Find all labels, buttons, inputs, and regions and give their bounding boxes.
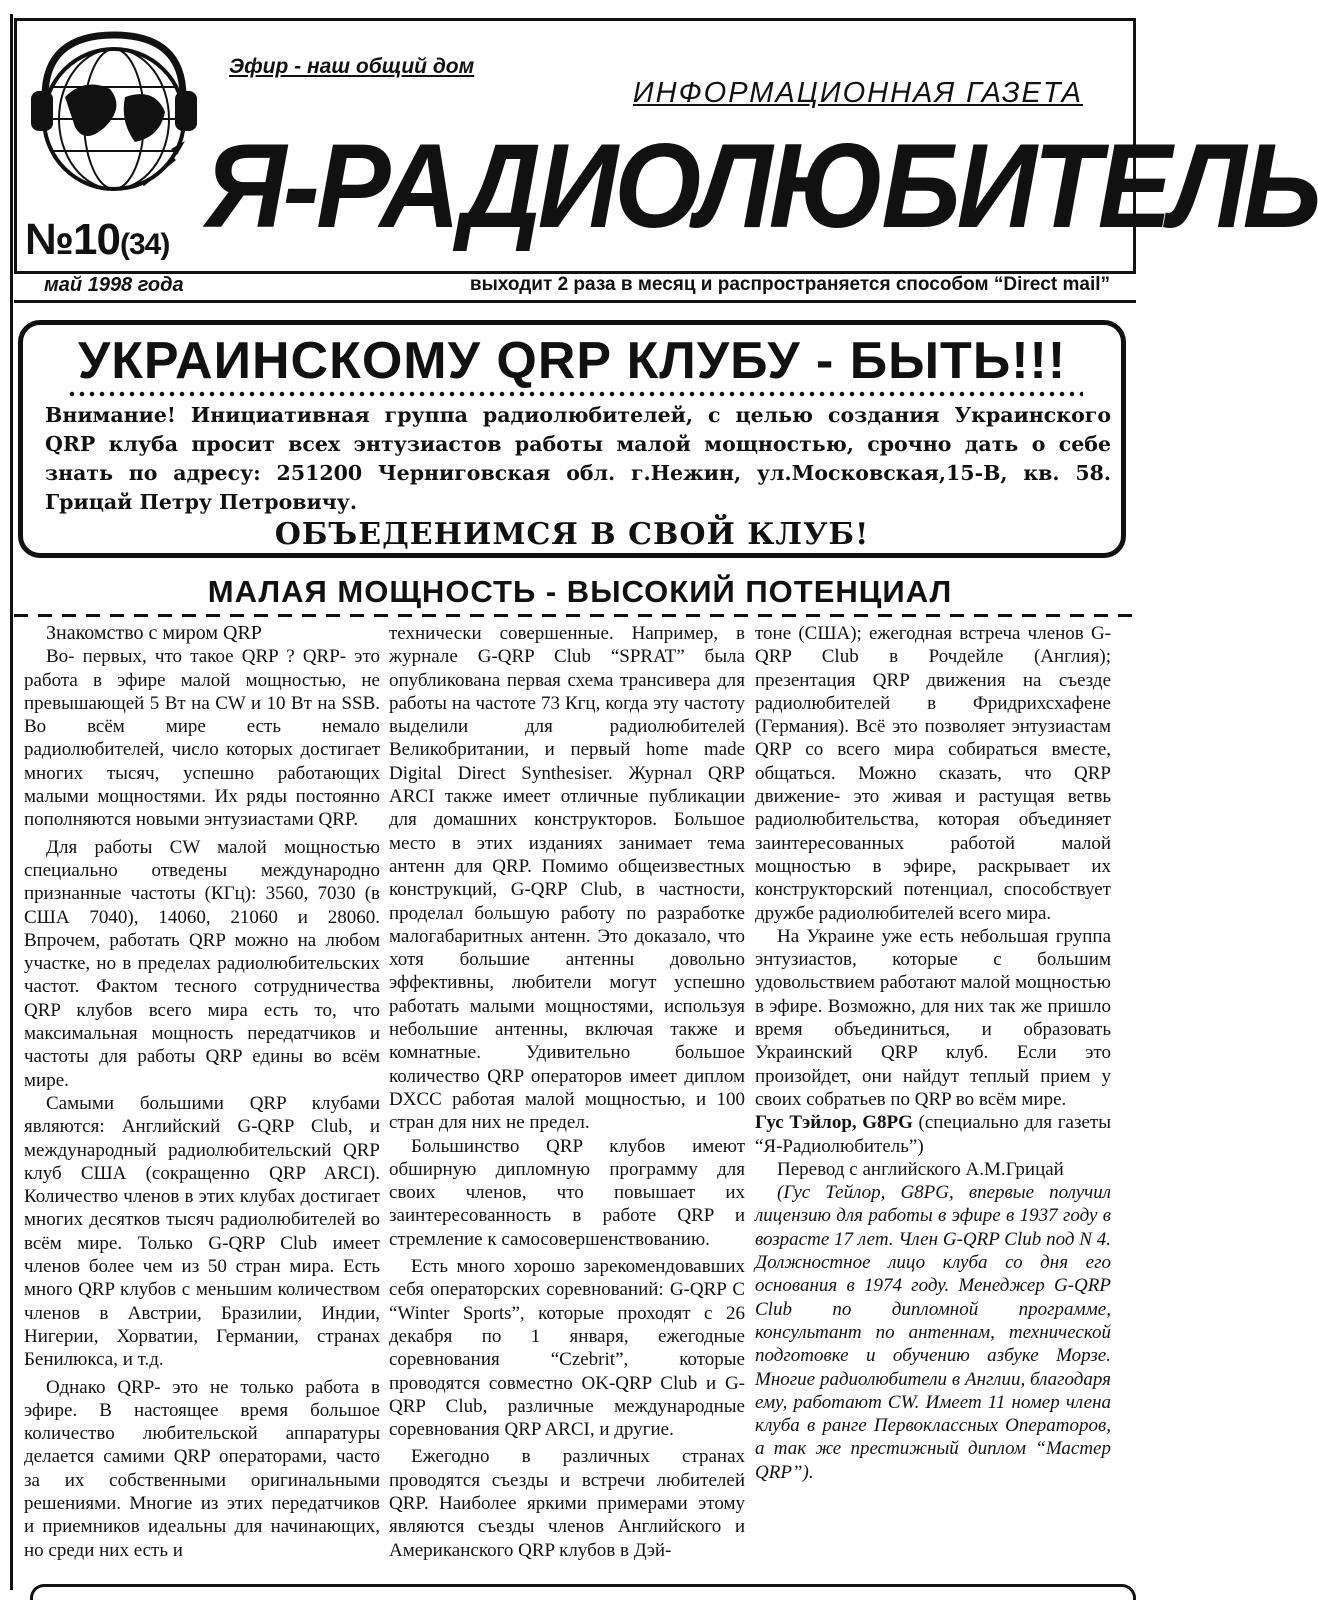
paragraph: Есть много хорошо зарекомендовавших себя операторских соревнований: G-QRP C “Winter Sports”, которые проходят с 26 декабря по 1 января, ежегодные соревнования “Czebrit”, которые проводятся совместно OK-QRP Club и G-QRP Club, различные международные соревнования QRP ARCI, и другие. xyxy=(389,1256,745,1441)
paragraph: На Украине уже есть небольшая группа энтузиастов, которые с большим удовольствием работают малой мощностью в эфире. Возможно, для них так же пришло время объединиться, и образовать Украинский QRP клуб. Если это произойдет, они найдут теплый прием у своих собратьев по QRP во всём мире. xyxy=(755,925,1111,1110)
announcement-title: УКРАИНСКОМУ QRP КЛУБУ - БЫТЬ!!! xyxy=(77,332,1067,390)
issue-number-value: №10 xyxy=(25,215,120,264)
paper-type-label: ИНФОРМАЦИОННАЯ ГАЗЕТА xyxy=(632,77,1083,109)
masthead-rule xyxy=(14,300,1136,303)
slogan: Эфир - наш общий дом xyxy=(229,55,475,78)
article-headline: МАЛАЯ МОЩНОСТЬ - ВЫСОКИЙ ПОТЕНЦИАЛ xyxy=(207,574,953,609)
next-section-box xyxy=(30,1584,1136,1600)
author-credit xyxy=(755,1111,1111,1158)
newspaper-title: Я-РАДИОЛЮБИТЕЛЬ xyxy=(205,119,1318,253)
author-note: (специально для газеты “Я-Радиолюбитель”) xyxy=(755,1112,1112,1157)
translation-credit: Перевод с английского А.М.Грицай xyxy=(777,1158,1064,1180)
issue-date: май 1998 года xyxy=(44,274,184,296)
article-column-2 xyxy=(389,622,745,1562)
globe-headphones-logo xyxy=(25,27,203,205)
paragraph: Большинство QRP клубов имеют обширную дипломную программу для своих членов, что повышает их заинтересованность в работе QRP и стремление к самосовершенствованию. xyxy=(389,1135,745,1250)
announcement-call: ОБЪЕДЕНИМСЯ В СВОЙ КЛУБ! xyxy=(274,517,870,552)
issue-total: (34) xyxy=(120,228,170,261)
paragraph: Самыми большими QRP клубами являются: Английский G-QRP Club, и международный радиолюбительский QRP клуб США (сокращенно QRP ARCI). Количество членов в этих клубах достигает многих десятков тысяч радиолюбителей во всём мире. Только G-QRP Club имеет членов более чем из 50 стран мира. Есть много QRP клубов с меньшим количеством членов в Австрии, Бразилии, Индии, Нигерии, Хорватии, Германии, странах Бенилюкса, и т.д. xyxy=(24,1092,380,1371)
paragraph: Однако QRP- это не только работа в эфире. В настоящее время большое количество любительской аппаратуры делается самими QRP операторами, часто за их собственными оригинальными решениями. Многие из этих передатчиков и приемников идеальны для начинающих, но среди них есть и xyxy=(24,1376,380,1561)
article-column-1 xyxy=(24,622,380,1562)
masthead xyxy=(14,18,1318,274)
paragraph: Во- первых, что такое QRP ? QRP- это работа в эфире малой мощностью, не превышающей 5 Вт на CW и 10 Вт на SSB. Во всём мире есть немало радиолюбителей, число которых достигает многих тысяч, успешно работающих малыми мощностями. Их ряды постоянно пополняются новыми энтузиастами QRP. xyxy=(24,646,380,831)
issue-number xyxy=(25,215,169,265)
paragraph: Ежегодно в различных странах проводятся съезды и встречи любителей QRP. Наиболее яркими примерами этому являются съезды членов Английского и Американского QRP клубов в Дэй- xyxy=(389,1446,745,1561)
article-subhead: Знакомство с миром QRP xyxy=(46,622,262,644)
announcement-body: Внимание! Инициативная группа радиолюбителей, с целью создания Украинского QRP клуба просит всех энтузиастов работы малой мощностью, срочно дать о себе знать по адресу: 251200 Черниговская обл. г.Нежин, ул.Московская,15-В, кв. 58. Грицай Петру Петровичу. xyxy=(45,403,1111,514)
paragraph: Для работы CW малой мощностью специально отведены международно признанные частоты (КГц): 3560, 7030 (в США 7040), 14060, 21060 и 28060. Впрочем, работать QRP можно на любом участке, но в пределах радиолюбительских частот. Фактом тесного сотрудничества QRP клубов всего мира есть то, что максимальная мощность передатчиков и частоты для работы QRP едины во всём мире. xyxy=(24,836,380,1091)
dateline xyxy=(14,274,1136,300)
paragraph: технически совершенные. Например, в журнале G-QRP Club “SPRAT” была опубликована первая схема трансивера для работы на частоте 73 Кгц, когда эту частоту выделили для радиолюбителей Великобритании, и первый home made Digital Direct Synthesiser. Журнал QRP ARCI также имеет отличные публикации для домашних конструкторов. Большое место в этих изданиях занимает тема антенн для QRP. Помимо общеизвестных конструкций, G-QRP Club, в частности, проделал большую работу по разработке малогабаритных антенн. Это доказало, что хотя большие антенны довольно эффективны, любители могут успешно работать малыми мощностями, используя небольшие антенны, включая также и комнатные. Удивительно большое количество QRP операторов имеет диплом DXCC работая малой мощностью, и 100 стран для них не предел. xyxy=(389,623,745,1134)
author-bio: (Гус Тейлор, G8PG, впервые получил лицензию для работы в эфире в 1937 году в возрасте 17 лет. Член G-QRP Club под N 4. Должностное лицо клуба со дня его основания в 1974 году. Менеджер G-QRP Club по дипломной программе, консультант по антеннам, технической подготовке и обучению азбуке Морзе. Многие радиолюбители в Англии, благодаря ему, работают CW. Имеет 11 номер члена клуба в ранге Первоклассных Операторов, а так же престижный диплом “Мастер QRP”). xyxy=(755,1182,1111,1483)
announcement-box xyxy=(18,320,1126,558)
author-name: Гус Тэйлор, G8PG xyxy=(755,1112,913,1134)
paragraph: тоне (США); ежегодная встреча членов G-QRP Club в Рочдейле (Англия); презентация QRP движения на съезде радиолюбителей в Фридрихсхафене (Германия). Всё это позволяет энтузиастам QRP со всего мира собираться вместе, общаться. Можно сказать, что QRP движение- это живая и растущая ветвь радиолюбительства, которая объединяет заинтересованных работой малой мощностью в эфире, раскрывает их конструкторский потенциал, способствует дружбе радиолюбителей всего мира. xyxy=(755,623,1111,924)
dotted-divider xyxy=(67,391,1083,397)
distribution-note: выходит 2 раза в месяц и распространяется способом “Direct mail” xyxy=(469,274,1110,295)
article-column-3 xyxy=(755,622,1111,1484)
dashed-divider xyxy=(14,614,1136,617)
